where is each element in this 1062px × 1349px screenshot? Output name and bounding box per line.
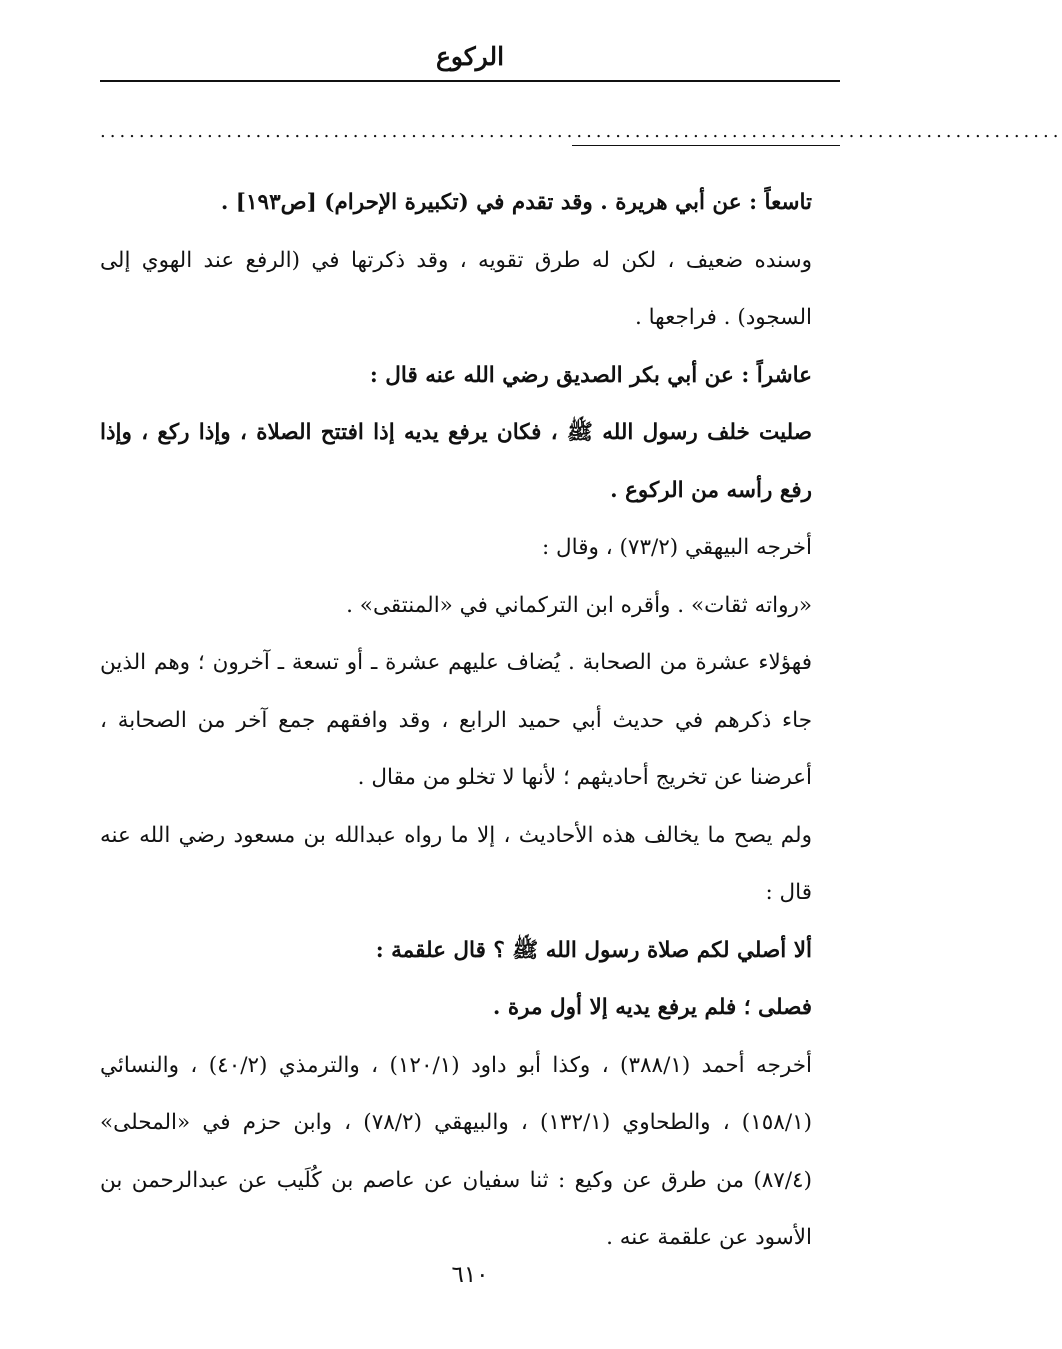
- paragraph-7: فهؤلاء عشرة من الصحابة . يُضاف عليهم عشرة ـ أو تسعة ـ آخرون ؛ وهم الذين جاء ذكرهم في حديث أبي حميد الرابع ، وقد وافقهم جمع آخر من الصحابة ، أعرضنا عن تخريج أحاديثهم ؛ لأنها لا تخلو من مقال .: [100, 650, 812, 790]
- paragraph-4: صليت خلف رسول الله ﷺ ، فكان يرفع يديه إذا افتتح الصلاة ، وإذا ركع ، وإذا رفع رأسه من الركوع .: [100, 420, 812, 503]
- dotted-separator: ...................................................................................................: [100, 121, 1062, 142]
- paragraph-1: تاسعاً : عن أبي هريرة . وقد تقدم في (تكبيرة الإحرام) [ص١٩٣] .: [220, 190, 812, 215]
- separator-underline: [572, 145, 840, 146]
- page-number: ٦١٠: [451, 1262, 489, 1288]
- paragraph-6: «رواته ثقات» . وأقره ابن التركماني في «المنتقى» .: [346, 592, 812, 618]
- paragraph-2: وسنده ضعيف ، لكن له طرق تقويه ، وقد ذكرتها في (الرفع عند الهوي إلى السجود) . فراجعها .: [100, 247, 812, 330]
- paragraph-5: أخرجه البيهقي (٧٣/٢) ، وقال :: [541, 535, 812, 560]
- running-head-title: الركوع: [435, 42, 505, 71]
- body-text: [100, 174, 840, 1267]
- paragraph-10: فصلى ؛ فلم يرفع يديه إلا أول مرة .: [492, 995, 812, 1020]
- paragraph-3: عاشراً : عن أبي بكر الصديق رضي الله عنه قال :: [369, 362, 812, 388]
- paragraph-9: ألا أصلي لكم صلاة رسول الله ﷺ ؟ قال علقمة :: [375, 937, 812, 963]
- paragraph-8: ولم يصح ما يخالف هذه الأحاديث ، إلا ما رواه عبدالله بن مسعود رضي الله عنه قال :: [100, 822, 812, 905]
- paragraph-11: أخرجه أحمد (٣٨٨/١) ، وكذا أبو داود (١٢٠/١) ، والترمذي (٤٠/٢) ، والنسائي (١٥٨/١) ، والطحاوي (١٣٢/١) ، والبيهقي (٧٨/٢) ، وابن حزم في «المحلى» (٨٧/٤) من طرق عن وكيع : ثنا سفيان عن عاصم بن كُلَيب عن عبدالرحمن بن الأسود عن علقمة عنه .: [100, 1052, 813, 1250]
- header-rule: [100, 80, 840, 82]
